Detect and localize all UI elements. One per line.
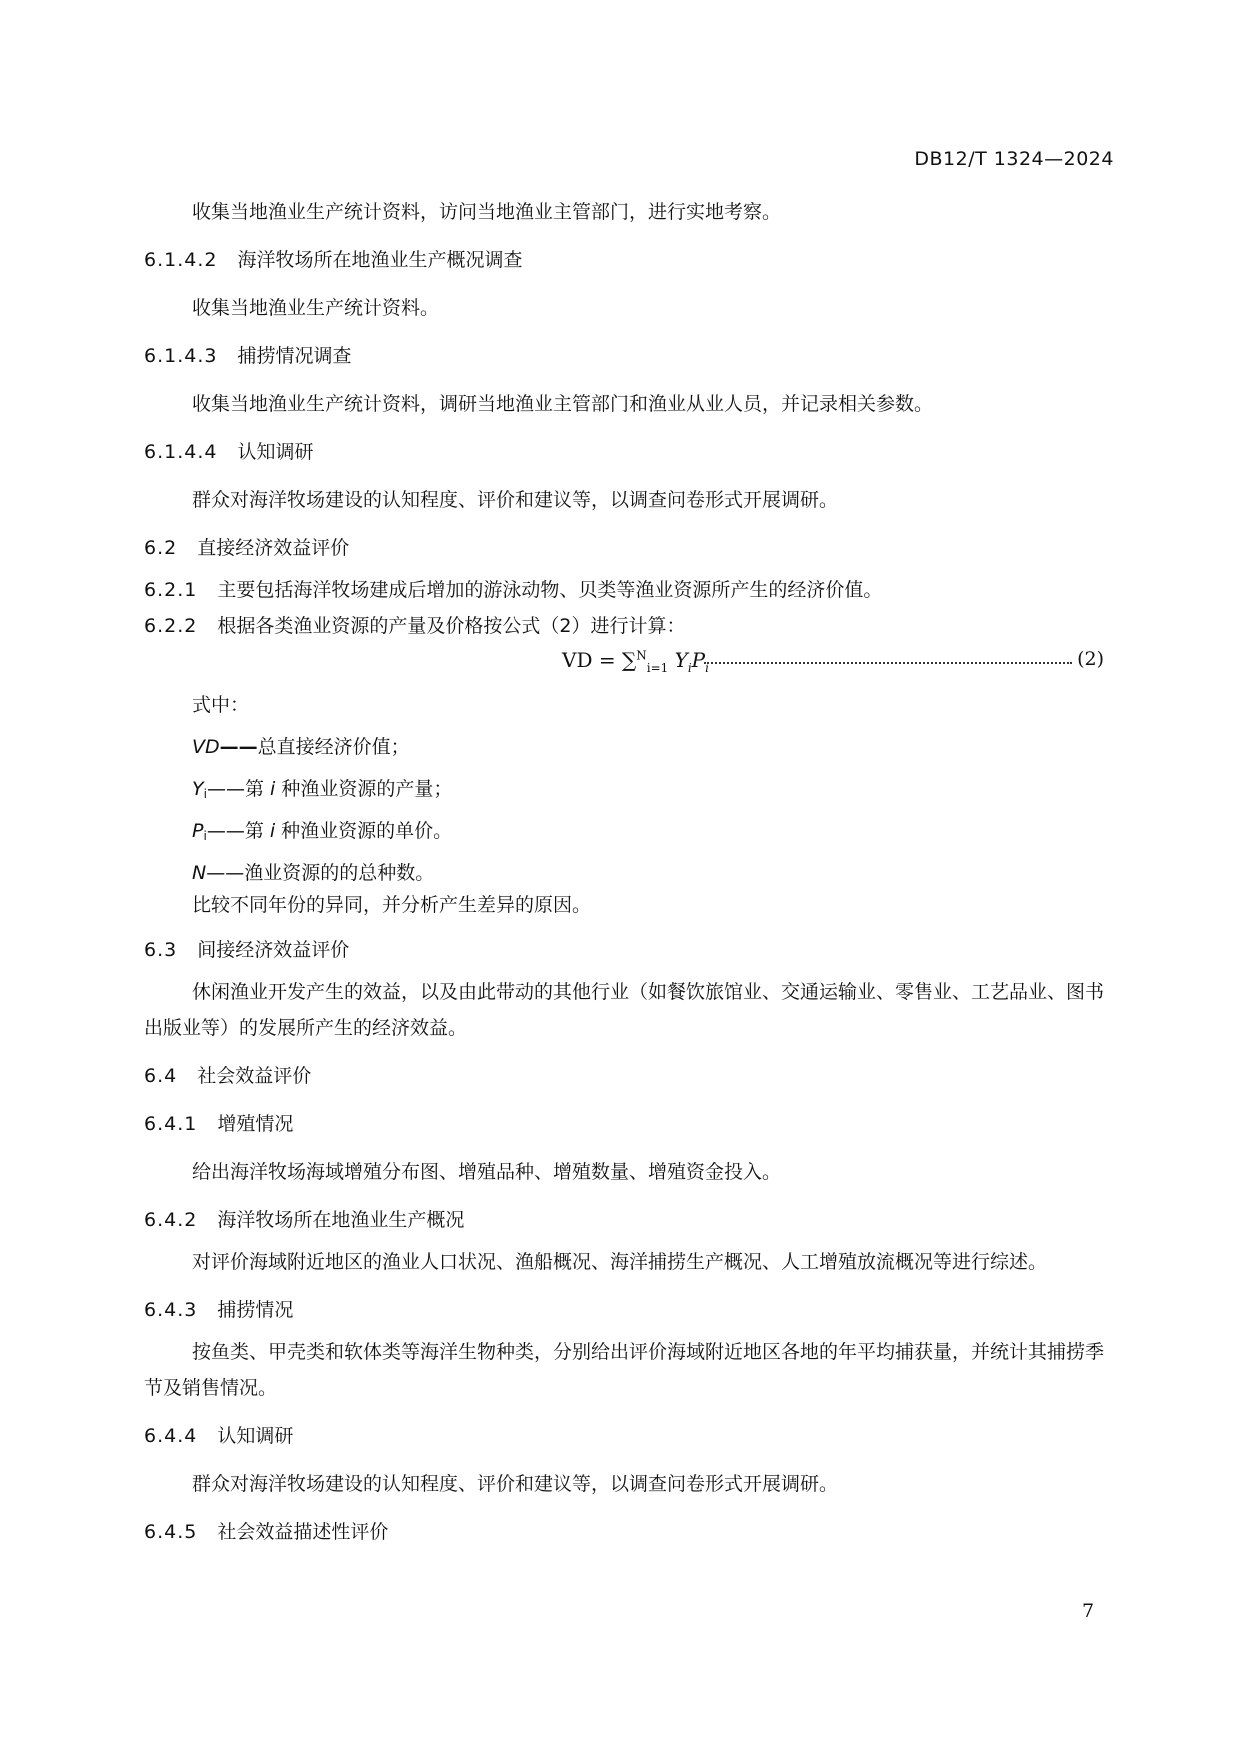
paragraph-6-4-2: 对评价海域附近地区的渔业人口状况、渔船概况、海洋捕捞生产概况、人工增殖放流概况等进行综述。: [192, 1251, 1048, 1273]
clause-number: 6.2.2: [144, 615, 198, 637]
formula-dot-leader: [704, 662, 1072, 664]
where-vd: [144, 726, 1112, 768]
paragraph-6-1-4-3: 收集当地渔业生产统计资料，调研当地渔业主管部门和渔业从业人员，并记录相关参数。: [192, 393, 934, 415]
document-code: DB12/T 1324—2024: [914, 148, 1114, 170]
section-heading-6-4-4: [144, 1412, 1112, 1460]
section-number: 6.3: [144, 939, 178, 961]
var-description: ——渔业资源的的总种数。: [206, 862, 435, 884]
section-heading-6-4-1: [144, 1100, 1112, 1148]
section-title: 捕捞情况调查: [237, 345, 352, 367]
formula-p-index: i: [705, 661, 709, 675]
paragraph-6-3: 休闲渔业开发产生的效益，以及由此带动的其他行业（如餐饮旅馆业、交通运输业、零售业、工艺品业、图书出版业等）的发展所产生的经济效益。: [144, 981, 1105, 1039]
formula-p: P: [691, 648, 706, 672]
clause-6-2-1: [144, 572, 1112, 608]
section-title: 直接经济效益评价: [197, 537, 350, 559]
section-number: 6.4.3: [144, 1299, 198, 1321]
paragraph-6-4-4: 群众对海洋牧场建设的认知程度、评价和建议等，以调查问卷形式开展调研。: [192, 1473, 839, 1495]
page-number: 7: [1082, 1600, 1095, 1622]
section-number: 6.4.4: [144, 1425, 198, 1447]
where-n: [144, 852, 1112, 888]
var-symbol: VD: [192, 736, 220, 758]
var-symbol: N: [192, 862, 207, 884]
formula-number: (2): [1077, 648, 1104, 670]
formula-lhs: VD: [562, 648, 593, 672]
paragraph-6-4-1: 给出海洋牧场海域增殖分布图、增殖品种、增殖数量、增殖资金投入。: [192, 1161, 782, 1183]
where-pi: [144, 810, 1112, 852]
section-heading-6-1-4-4: [144, 428, 1112, 476]
formula-sum-upper: N: [636, 648, 647, 663]
var-dash: ——: [219, 736, 258, 758]
section-heading-6-2: [144, 524, 1112, 572]
section-title: 社会效益描述性评价: [217, 1521, 389, 1543]
var-index: i: [270, 778, 276, 800]
where-yi: [144, 768, 1112, 810]
page-content: [144, 188, 1112, 1556]
var-description-post: 种渔业资源的单价。: [275, 820, 453, 842]
where-label: 式中：: [192, 694, 250, 716]
section-title: 社会效益评价: [197, 1065, 312, 1087]
formula-sum-sign: = ∑: [592, 648, 637, 672]
paragraph-6-1-4-1: 收集当地渔业生产统计资料，访问当地渔业主管部门，进行实地考察。: [192, 201, 782, 223]
paragraph-6-1-4-4: 群众对海洋牧场建设的认知程度、评价和建议等，以调查问卷形式开展调研。: [192, 489, 839, 511]
clause-text: 主要包括海洋牧场建成后增加的游泳动物、贝类等渔业资源所产生的经济价值。: [217, 579, 883, 601]
section-heading-6-4: [144, 1052, 1112, 1100]
var-subscript: i: [203, 787, 207, 801]
section-heading-6-3: [144, 926, 1112, 974]
formula-y-index: i: [687, 661, 692, 675]
formula-y: Y: [674, 648, 688, 672]
var-description-pre: ——第: [206, 820, 270, 842]
section-heading-6-1-4-2: [144, 236, 1112, 284]
section-number: 6.4.2: [144, 1209, 198, 1231]
section-number: 6.4.5: [144, 1521, 198, 1543]
compare-note: 比较不同年份的异同，并分析产生差异的原因。: [192, 894, 592, 916]
section-title: 认知调研: [217, 1425, 294, 1447]
var-symbol: P: [192, 820, 204, 842]
formula-expression: [562, 648, 709, 675]
var-description-pre: ——第: [206, 778, 270, 800]
section-title: 海洋牧场所在地渔业生产概况调查: [237, 249, 523, 271]
section-number: 6.1.4.2: [144, 249, 218, 271]
var-description: 总直接经济价值；: [257, 736, 410, 758]
formula-2: [144, 644, 1112, 684]
section-number: 6.1.4.4: [144, 441, 218, 463]
var-subscript: i: [203, 829, 207, 843]
paragraph-6-4-3: 按鱼类、甲壳类和软体类等海洋生物种类，分别给出评价海域附近地区各地的年平均捕获量，并统计其捕捞季节及销售情况。: [144, 1341, 1105, 1399]
section-heading-6-4-2: [144, 1196, 1112, 1244]
section-title: 海洋牧场所在地渔业生产概况: [217, 1209, 465, 1231]
clause-text: 根据各类渔业资源的产量及价格按公式（2）进行计算：: [217, 615, 686, 637]
section-title: 认知调研: [237, 441, 314, 463]
section-title: 间接经济效益评价: [197, 939, 350, 961]
section-title: 增殖情况: [217, 1113, 294, 1135]
section-title: 捕捞情况: [217, 1299, 294, 1321]
section-number: 6.1.4.3: [144, 345, 218, 367]
section-heading-6-1-4-3: [144, 332, 1112, 380]
var-description-post: 种渔业资源的产量；: [275, 778, 453, 800]
section-heading-6-4-5: [144, 1508, 1112, 1556]
clause-number: 6.2.1: [144, 579, 198, 601]
paragraph-6-1-4-2: 收集当地渔业生产统计资料。: [192, 297, 440, 319]
var-symbol: Y: [192, 778, 204, 800]
section-number: 6.4.1: [144, 1113, 198, 1135]
var-index: i: [269, 820, 276, 842]
formula-sum-lower: i=1: [646, 661, 669, 675]
section-number: 6.4: [144, 1065, 178, 1087]
clause-6-2-2: [144, 608, 1112, 644]
section-heading-6-4-3: [144, 1286, 1112, 1334]
section-number: 6.2: [144, 537, 178, 559]
